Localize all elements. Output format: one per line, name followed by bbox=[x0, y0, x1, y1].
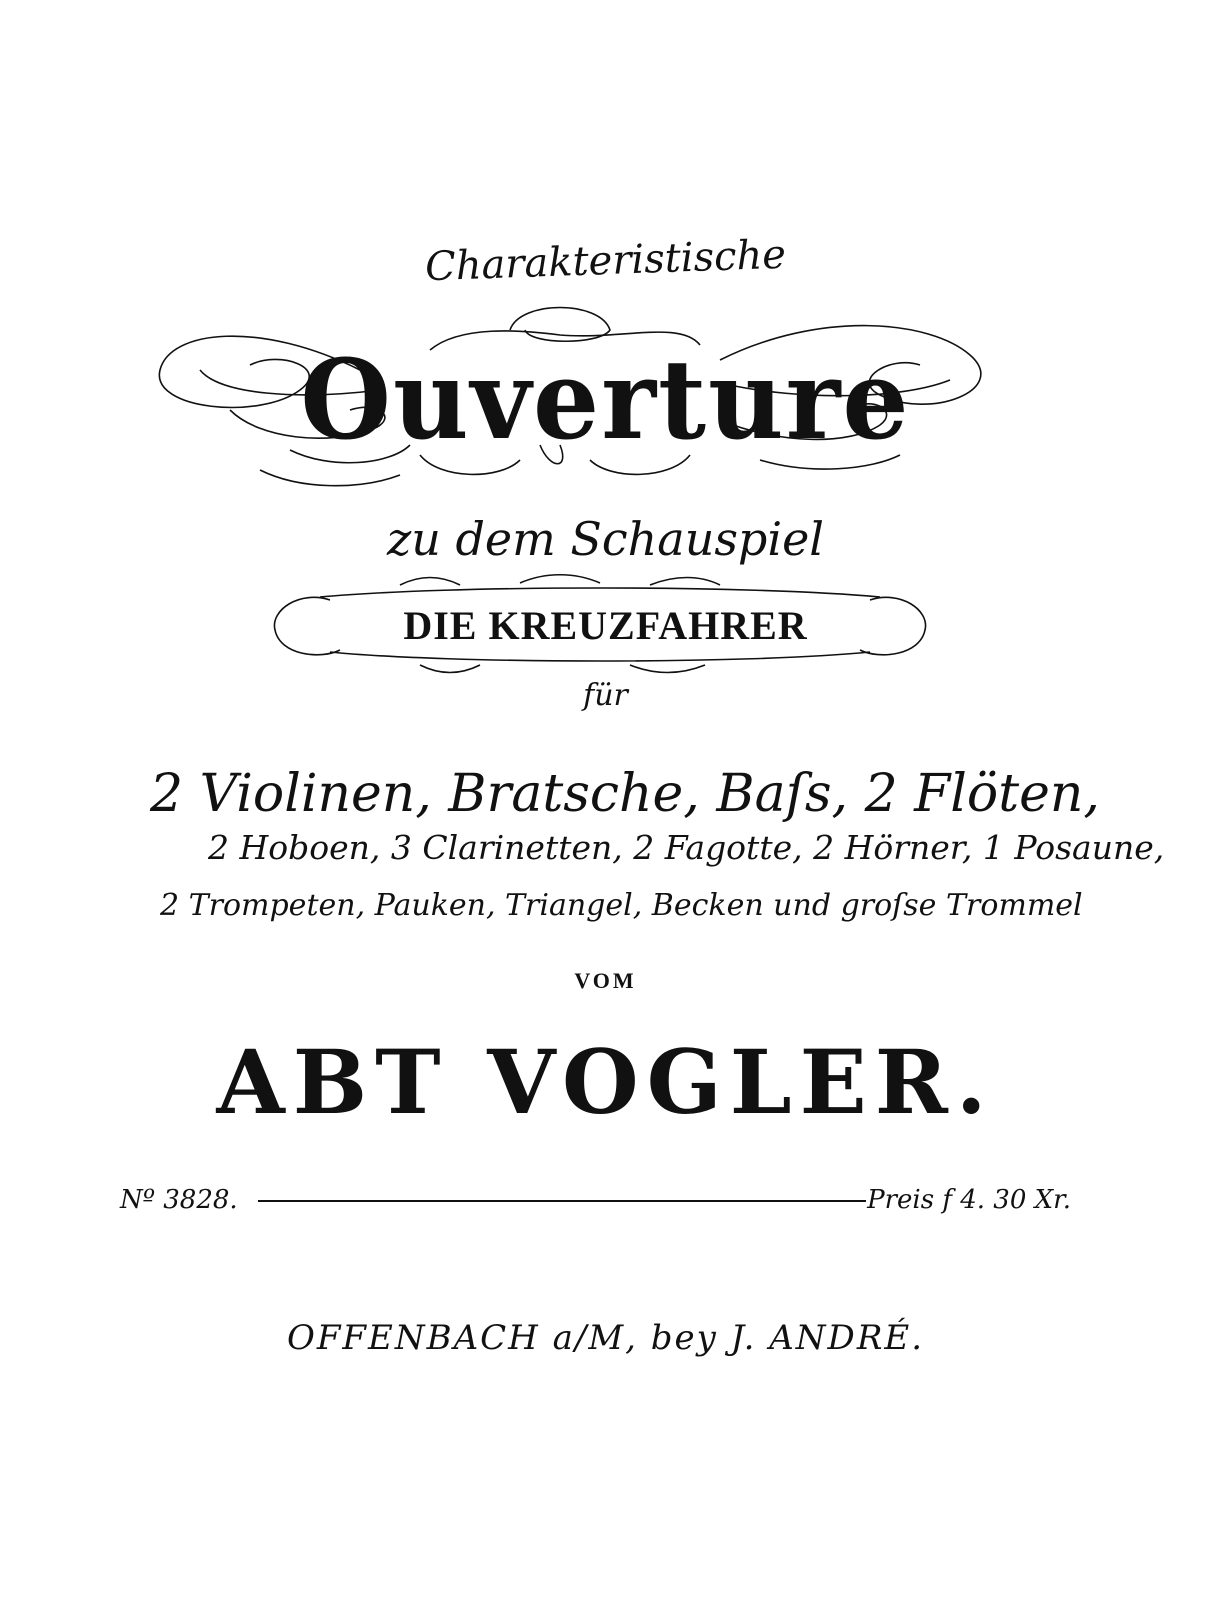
price: Preis f 4. 30 Xr. bbox=[867, 1185, 1071, 1215]
fuer-label: für bbox=[583, 678, 628, 713]
instrumentation-line-3: 2 Trompeten, Pauken, Triangel, Becken und groſse Trommel bbox=[160, 888, 1083, 923]
divider-rule bbox=[258, 1200, 866, 1202]
work-title: Ouverture bbox=[300, 334, 911, 465]
instrumentation-line-1: 2 Violinen, Bratsche, Baſs, 2 Flöten, bbox=[150, 764, 1100, 824]
instrumentation-line-2: 2 Hoboen, 3 Clarinetten, 2 Fagotte, 2 Hörner, 1 Posaune, bbox=[208, 828, 1165, 867]
publisher-imprint: OFFENBACH a/M, bey J. ANDRÉ. bbox=[286, 1318, 925, 1358]
drama-title: DIE KREUZFAHRER bbox=[403, 603, 808, 648]
drama-intro: zu dem Schauspiel bbox=[386, 512, 825, 566]
vom-label: VOM bbox=[574, 968, 637, 993]
work-subtitle: Charakteristische bbox=[424, 231, 787, 291]
composer-name: ABT VOGLER. bbox=[216, 1030, 995, 1134]
plate-number: Nº 3828. bbox=[120, 1185, 238, 1215]
plate-price-row bbox=[0, 1185, 1211, 1225]
